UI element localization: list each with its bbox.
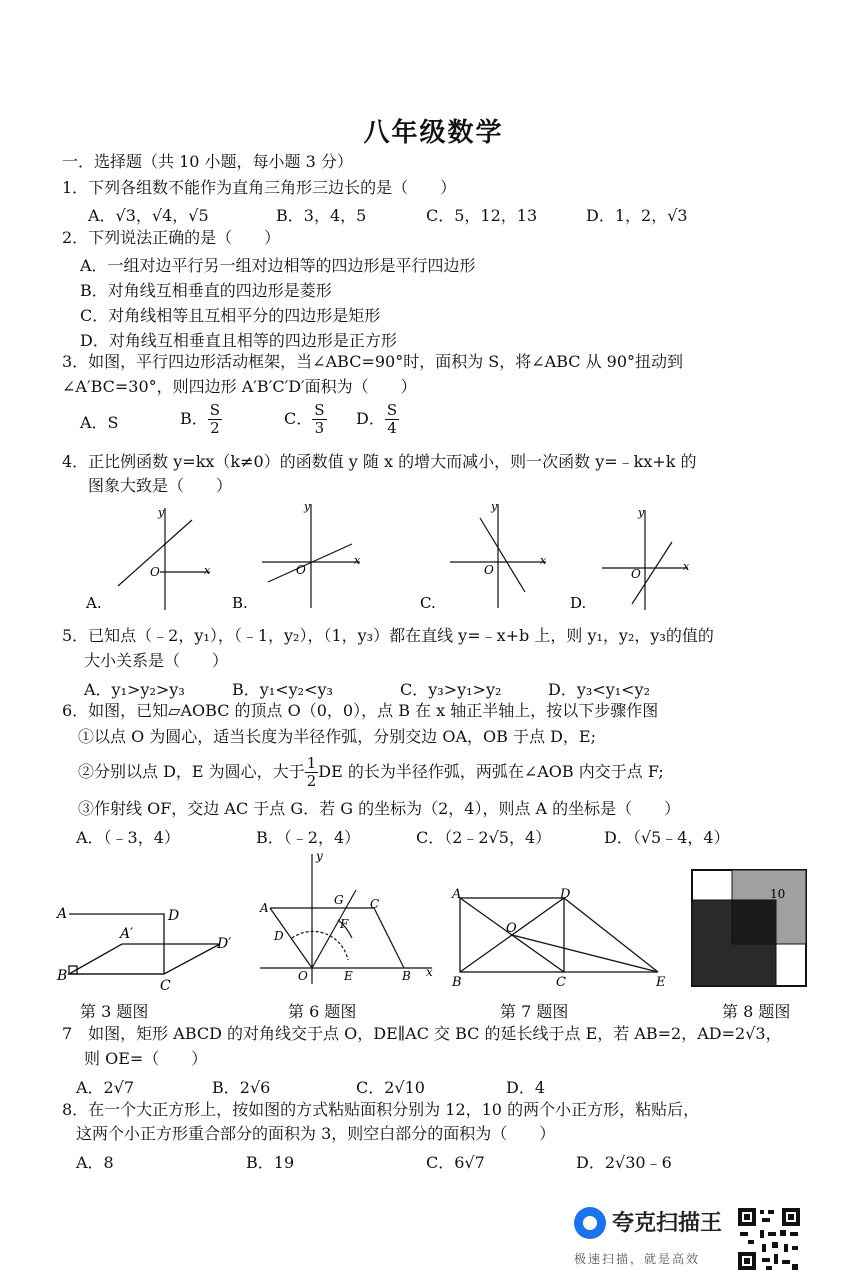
caption-fig6: 第 6 题图 bbox=[288, 1002, 357, 1021]
y-axis-label: y bbox=[158, 506, 165, 519]
scanner-app-name: 夸克扫描王 bbox=[612, 1211, 723, 1236]
q3-option-d-prefix: D． bbox=[356, 409, 385, 428]
segment-cb bbox=[374, 908, 404, 968]
fraction-denominator: 3 bbox=[314, 419, 325, 437]
q4-graph-a-label: A. bbox=[86, 594, 102, 612]
q8-stem-line1: 8．在一个大正方形上，按如图的方式粘贴面积分别为 12，10 的两个小正方形，粘贴后， bbox=[62, 1100, 700, 1119]
q3-stem-line1: 3．如图，平行四边形活动框架，当∠ABC=90°时，面积为 S，将∠ABC 从 90°扭动到 bbox=[62, 352, 684, 371]
x-axis-label: x bbox=[354, 554, 361, 567]
q8-option-a: A．8 bbox=[76, 1153, 114, 1172]
q6-step2-prefix: ②分别以点 D，E 为圆心，大于 bbox=[78, 762, 305, 781]
fraction-numerator: S bbox=[314, 401, 325, 419]
q8-option-c: C．6√7 bbox=[426, 1153, 485, 1172]
origin-label: O bbox=[296, 563, 306, 577]
q7-option-a: A．2√7 bbox=[76, 1078, 135, 1097]
q6-step1: ①以点 O 为圆心，适当长度为半径作弧，分别交边 OA，OB 于点 D，E; bbox=[78, 727, 596, 746]
q5-option-d: D．y₃<y₁<y₂ bbox=[548, 680, 651, 699]
q8-option-d: D．2√30﹣6 bbox=[576, 1153, 672, 1172]
q4-stem-line2: 图象大致是（ ） bbox=[88, 476, 233, 495]
q2-option-c: C．对角线相等且互相平分的四边形是矩形 bbox=[80, 306, 381, 325]
label-a: A bbox=[260, 901, 269, 915]
label-e: E bbox=[344, 969, 353, 983]
q4-graph-options bbox=[80, 498, 720, 618]
figure-6-construction bbox=[256, 850, 441, 990]
fraction-denominator: 2 bbox=[306, 772, 317, 790]
q6-stem: 6．如图，已知▱AOBC 的顶点 O（0，0），点 B 在 x 轴正半轴上，按以下步骤作图 bbox=[62, 701, 659, 720]
scanner-logo-icon bbox=[574, 1207, 606, 1239]
qr-code-icon bbox=[736, 1206, 802, 1272]
q5-stem-line1: 5．已知点（﹣2，y₁），（﹣1，y₂），（1，y₃）都在直线 y=﹣x+b 上，则 y₁，y₂，y₃的值的 bbox=[62, 626, 714, 645]
fraction-numerator: 1 bbox=[306, 754, 317, 772]
q6-step3: ③作射线 OF，交边 AC 于点 G．若 G 的坐标为（2，4），则点 A 的坐标是（ ） bbox=[78, 799, 681, 818]
y-axis-label: y bbox=[491, 500, 498, 513]
q6-step2 bbox=[78, 755, 664, 790]
label-c: C bbox=[160, 978, 171, 993]
q6-step2-suffix: DE 的长为半径作弧，两弧在∠AOB 内交于点 F; bbox=[318, 762, 664, 781]
function-line bbox=[268, 544, 352, 582]
q7-option-b: B．2√6 bbox=[212, 1078, 271, 1097]
q5-option-c: C．y₃>y₁>y₂ bbox=[400, 680, 502, 699]
q4-graph-c-label: C. bbox=[420, 594, 436, 612]
q2-option-a: A．一组对边平行另一组对边相等的四边形是平行四边形 bbox=[80, 256, 476, 275]
section-heading: 一．选择题（共 10 小题，每小题 3 分） bbox=[62, 152, 353, 171]
origin-label: O bbox=[484, 563, 494, 577]
label-a: A bbox=[452, 887, 462, 902]
q3-option-c-fraction bbox=[312, 402, 326, 437]
q3-option-b-fraction bbox=[208, 402, 222, 437]
label-a: A bbox=[57, 906, 68, 922]
fraction-numerator: S bbox=[209, 401, 221, 419]
q2-option-b: B．对角线互相垂直的四边形是菱形 bbox=[80, 281, 332, 300]
parallelogram-abcd-prime bbox=[69, 944, 220, 974]
label-b: B bbox=[402, 969, 411, 983]
q5-option-a: A．y₁>y₂>y₃ bbox=[84, 680, 185, 699]
q1-option-d: D．1，2，√3 bbox=[586, 206, 688, 225]
x-axis-label: x bbox=[683, 560, 690, 573]
q4-graph-b-label: B. bbox=[232, 594, 248, 612]
label-b: B bbox=[452, 975, 462, 990]
arc-de bbox=[292, 931, 348, 960]
caption-fig8: 第 8 题图 bbox=[722, 1002, 791, 1021]
q6-option-a: A．（﹣3，4） bbox=[76, 828, 180, 847]
q6-option-c: C．（2﹣2√5，4） bbox=[416, 828, 552, 847]
q1-stem: 1．下列各组数不能作为直角三角形三边长的是（ ） bbox=[62, 178, 457, 197]
x-axis-label: x bbox=[540, 554, 547, 567]
q5-option-b: B．y₁<y₂<y₃ bbox=[232, 680, 333, 699]
fraction-numerator: S bbox=[386, 401, 398, 419]
q4-graph-a bbox=[118, 508, 210, 610]
segment-de bbox=[564, 898, 658, 972]
q4-stem-line1: 4．正比例函数 y=kx（k≠0）的函数值 y 随 x 的增大而减小，则一次函数 y=﹣kx+k 的 bbox=[62, 452, 697, 471]
label-e: E bbox=[656, 975, 666, 990]
q2-option-d: D．对角线互相垂直且相等的四边形是正方形 bbox=[80, 331, 397, 350]
scanner-slogan: 极速扫描，就是高效 bbox=[574, 1252, 701, 1266]
y-axis-label: y bbox=[638, 506, 645, 519]
q1-option-b: B．3，4，5 bbox=[276, 206, 367, 225]
q3-option-c bbox=[284, 402, 327, 437]
q7-stem-line1: 7 如图，矩形 ABCD 的对角线交于点 O，DE∥AC 交 BC 的延长线于点 E，若 AB=2，AD=2√3， bbox=[62, 1024, 782, 1043]
q3-option-c-prefix: C． bbox=[284, 409, 313, 428]
origin-label: O bbox=[150, 565, 160, 579]
q5-stem-line2: 大小关系是（ ） bbox=[84, 651, 229, 670]
overlap-region bbox=[732, 900, 776, 944]
label-o: O bbox=[298, 969, 308, 983]
fraction-denominator: 4 bbox=[387, 419, 397, 437]
function-line bbox=[480, 518, 525, 592]
q2-stem: 2．下列说法正确的是（ ） bbox=[62, 228, 281, 247]
label-d: D bbox=[560, 887, 571, 902]
q4-graph-d bbox=[602, 510, 688, 610]
page-title: 八年级数学 bbox=[363, 118, 504, 148]
q1-option-a: A．√3，√4，√5 bbox=[88, 206, 209, 225]
q3-option-b-prefix: B． bbox=[180, 409, 208, 428]
label-d: D bbox=[168, 908, 180, 924]
q3-option-a: A．S bbox=[80, 413, 119, 432]
q7-option-d: D．4 bbox=[506, 1078, 546, 1097]
label-a-prime: A′ bbox=[120, 926, 134, 942]
q3-option-d-fraction bbox=[385, 402, 399, 437]
q3-option-b bbox=[180, 402, 222, 437]
q6-option-d: D．（√5﹣4，4） bbox=[604, 828, 730, 847]
y-axis-label: y bbox=[304, 500, 311, 513]
label-f: F bbox=[340, 917, 349, 931]
segment-oe bbox=[512, 935, 658, 972]
label-d: D bbox=[274, 929, 284, 943]
label-o: O bbox=[506, 921, 517, 936]
figure-3-parallelogram bbox=[54, 898, 244, 993]
figure-8-squares bbox=[690, 868, 810, 992]
figure-7-rectangle bbox=[448, 886, 673, 992]
caption-fig3: 第 3 题图 bbox=[80, 1002, 149, 1021]
label-c: C bbox=[370, 897, 380, 911]
x-axis-label: x bbox=[204, 564, 211, 577]
label-b: B bbox=[57, 968, 68, 984]
label-y: y bbox=[316, 850, 323, 863]
q7-option-c: C．2√10 bbox=[356, 1078, 425, 1097]
q3-stem-line2: ∠A′BC=30°，则四边形 A′B′C′D′面积为（ ） bbox=[62, 377, 417, 396]
area-label-10: 10 bbox=[770, 887, 786, 901]
label-c: C bbox=[556, 975, 566, 990]
caption-fig7: 第 7 题图 bbox=[500, 1002, 569, 1021]
q4-graph-c bbox=[450, 504, 546, 608]
q4-graph-d-label: D. bbox=[570, 594, 587, 612]
q3-option-d bbox=[356, 402, 399, 437]
q8-option-b: B．19 bbox=[246, 1153, 295, 1172]
label-d-prime: D′ bbox=[217, 936, 232, 952]
q8-stem-line2: 这两个小正方形重合部分的面积为 3，则空白部分的面积为（ ） bbox=[76, 1124, 556, 1143]
q1-option-c: C．5，12，13 bbox=[426, 206, 538, 225]
q7-stem-line2: 则 OE=（ ） bbox=[84, 1049, 208, 1068]
origin-label: O bbox=[631, 567, 641, 581]
label-x: x bbox=[426, 965, 433, 979]
q6-option-b: B．（﹣2，4） bbox=[256, 828, 361, 847]
fraction-denominator: 2 bbox=[210, 419, 220, 437]
q4-graph-b bbox=[262, 504, 360, 608]
label-g: G bbox=[334, 893, 344, 907]
q6-step2-fraction bbox=[305, 755, 319, 790]
